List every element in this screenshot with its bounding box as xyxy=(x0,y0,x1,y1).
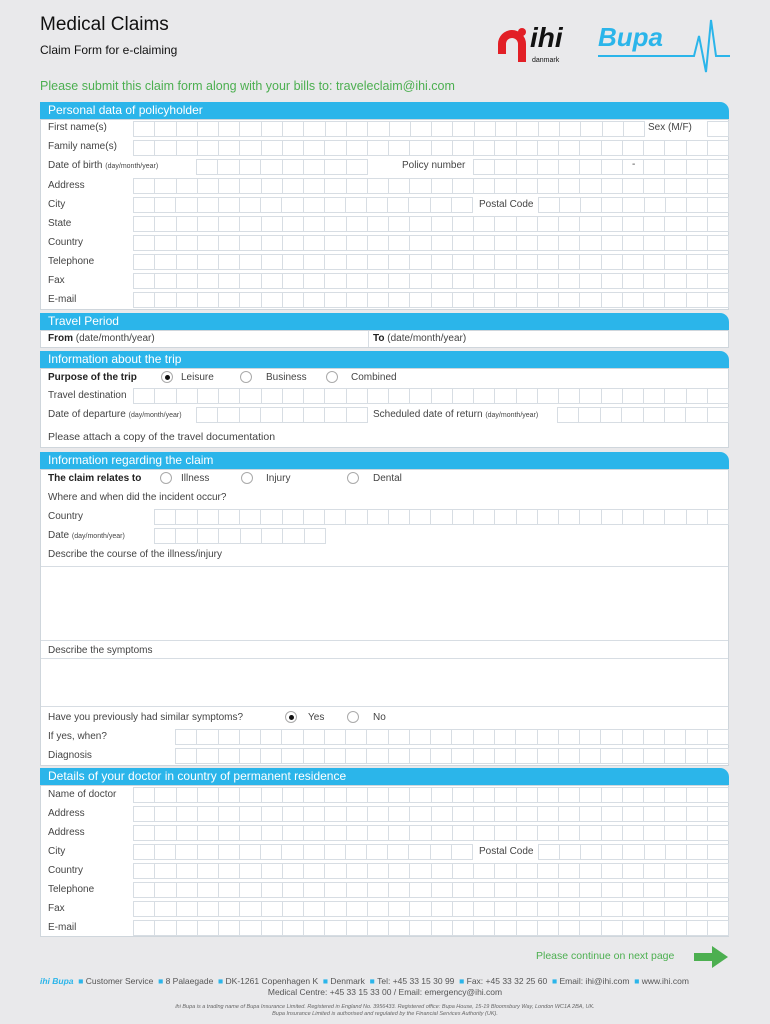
bupa-logo-text: Bupa xyxy=(598,22,663,52)
section-header-policyholder: Personal data of policyholder xyxy=(40,102,729,119)
first-names-label: First name(s) xyxy=(48,122,107,133)
footer-brand: ihi Bupa xyxy=(40,976,74,986)
purpose-combined-label: Combined xyxy=(351,372,397,383)
postal-code-field[interactable] xyxy=(538,197,729,213)
travel-period-divider xyxy=(368,331,369,347)
dob-field[interactable] xyxy=(196,159,368,175)
ihi-logo-mark-icon xyxy=(494,26,530,66)
policy-dash: - xyxy=(632,159,636,170)
continue-note: Please continue on next page xyxy=(536,950,675,962)
course-textarea[interactable] xyxy=(41,567,728,639)
first-names-field[interactable] xyxy=(133,121,645,137)
footer-legal-1: ihi Bupa is a trading name of Bupa Insurance Limited. Registered in England No. 3956433. Registered office: Bupa House, 15-19 Bloomsbury Way, London WC1A 2BA, UK. xyxy=(175,1004,595,1010)
email-label: E-mail xyxy=(48,294,77,305)
return-label: Scheduled date of return (day/month/year) xyxy=(373,409,539,420)
doctor-country-label: Country xyxy=(48,865,84,876)
claim-country-field[interactable] xyxy=(154,509,729,525)
similar-no-label: No xyxy=(373,712,386,723)
diagnosis-field[interactable] xyxy=(175,748,729,764)
section-header-claim: Information regarding the claim xyxy=(40,452,729,469)
country-label: Country xyxy=(48,237,84,248)
similar-label: Have you previously had similar symptoms? xyxy=(48,712,244,723)
country-field[interactable] xyxy=(133,235,729,251)
course-bottom-line xyxy=(41,640,728,641)
fax-field[interactable] xyxy=(133,273,729,289)
doctor-email-label: E-mail xyxy=(48,922,77,933)
dob-label: Date of birth (day/month/year) xyxy=(48,160,159,171)
purpose-leisure-radio[interactable] xyxy=(161,371,173,383)
claim-dental-label: Dental xyxy=(373,473,402,484)
doctor-fax-label: Fax xyxy=(48,903,65,914)
section-header-travel-period: Travel Period xyxy=(40,313,729,330)
doctor-address1-field[interactable] xyxy=(133,806,729,822)
purpose-business-radio[interactable] xyxy=(240,371,252,383)
symptoms-label: Describe the symptoms xyxy=(48,645,153,656)
bupa-logo xyxy=(598,18,730,78)
page-subtitle: Claim Form for e-claiming xyxy=(40,43,178,57)
doctor-address1-label: Address xyxy=(48,808,85,819)
claim-country-label: Country xyxy=(48,511,84,522)
claim-illness-radio[interactable] xyxy=(160,472,172,484)
purpose-business-label: Business xyxy=(266,372,307,383)
departure-field[interactable] xyxy=(196,407,368,423)
doctor-country-field[interactable] xyxy=(133,863,729,879)
ihi-logo-text: ihi xyxy=(530,22,563,53)
doctor-postal-code-field[interactable] xyxy=(538,844,729,860)
symptoms-bottom-line xyxy=(41,706,728,707)
attach-note: Please attach a copy of the travel documentation xyxy=(48,431,276,443)
claim-date-field[interactable] xyxy=(154,528,326,544)
claim-illness-label: Illness xyxy=(181,473,210,484)
arrow-right-icon xyxy=(692,944,730,970)
address-label: Address xyxy=(48,180,85,191)
intro-instruction: Please submit this claim form along with your bills to: traveleclaim@ihi.com xyxy=(40,79,455,93)
doctor-telephone-field[interactable] xyxy=(133,882,729,898)
doctor-city-label: City xyxy=(48,846,66,857)
telephone-label: Telephone xyxy=(48,256,95,267)
postal-code-label: Postal Code xyxy=(479,199,534,210)
from-label: From (date/month/year) xyxy=(48,333,155,344)
doctor-address2-field[interactable] xyxy=(133,825,729,841)
email-field[interactable] xyxy=(133,292,729,308)
sex-field[interactable] xyxy=(707,121,729,137)
where-when-label: Where and when did the incident occur? xyxy=(48,492,227,503)
city-field[interactable] xyxy=(133,197,473,213)
destination-label: Travel destination xyxy=(48,390,127,401)
diagnosis-label: Diagnosis xyxy=(48,750,92,761)
ihi-logo xyxy=(494,24,574,68)
similar-yes-radio[interactable] xyxy=(285,711,297,723)
relates-to-label: The claim relates to xyxy=(48,473,142,484)
destination-field[interactable] xyxy=(133,388,729,404)
doctor-name-field[interactable] xyxy=(133,787,729,803)
doctor-postal-code-label: Postal Code xyxy=(479,846,534,857)
fax-label: Fax xyxy=(48,275,65,286)
footer-medical-centre: Medical Centre: +45 33 15 33 00 / Email: emergency@ihi.com xyxy=(267,987,503,997)
departure-label: Date of departure (day/month/year) xyxy=(48,409,182,420)
course-label: Describe the course of the illness/injury xyxy=(48,549,222,560)
section-header-doctor: Details of your doctor in country of permanent residence xyxy=(40,768,729,785)
similar-yes-label: Yes xyxy=(308,712,325,723)
purpose-combined-radio[interactable] xyxy=(326,371,338,383)
purpose-label: Purpose of the trip xyxy=(48,372,137,383)
state-field[interactable] xyxy=(133,216,729,232)
if-yes-field[interactable] xyxy=(175,729,729,745)
policy-number-field[interactable] xyxy=(473,159,729,175)
page-title: Medical Claims xyxy=(40,14,169,35)
section-header-trip: Information about the trip xyxy=(40,351,729,368)
sex-label: Sex (M/F) xyxy=(648,122,692,133)
purpose-leisure-label: Leisure xyxy=(181,372,214,383)
policy-number-label: Policy number xyxy=(402,160,466,171)
doctor-name-label: Name of doctor xyxy=(48,789,117,800)
doctor-fax-field[interactable] xyxy=(133,901,729,917)
symptoms-textarea[interactable] xyxy=(41,659,728,705)
claim-date-label: Date (day/month/year) xyxy=(48,530,125,541)
doctor-city-field[interactable] xyxy=(133,844,473,860)
ihi-logo-subtext: danmark xyxy=(532,57,560,64)
state-label: State xyxy=(48,218,72,229)
footer-legal-2: Bupa Insurance Limited is authorised and regulated by the Financial Services Authority (UK). xyxy=(272,1011,498,1017)
doctor-address2-label: Address xyxy=(48,827,85,838)
to-label: To (date/month/year) xyxy=(373,333,467,344)
footer-contact-line: ihi Bupa ■ Customer Service ■ 8 Palaegade ■ DK-1261 Copenhagen K ■ Denmark ■ Tel: +45 33 15 30 99 ■ Fax: +45 33 32 25 60 ■ Email: ihi@ihi.com ■ www.ihi.com xyxy=(40,976,689,986)
doctor-telephone-label: Telephone xyxy=(48,884,95,895)
family-names-label: Family name(s) xyxy=(48,141,117,152)
claim-injury-radio[interactable] xyxy=(241,472,253,484)
heartbeat-line-icon xyxy=(598,18,730,78)
family-names-field[interactable] xyxy=(133,140,729,156)
doctor-email-field[interactable] xyxy=(133,920,729,936)
return-field[interactable] xyxy=(557,407,729,423)
claim-injury-label: Injury xyxy=(266,473,291,484)
city-label: City xyxy=(48,199,66,210)
telephone-field[interactable] xyxy=(133,254,729,270)
claim-dental-radio[interactable] xyxy=(347,472,359,484)
similar-no-radio[interactable] xyxy=(347,711,359,723)
address-field[interactable] xyxy=(133,178,729,194)
if-yes-label: If yes, when? xyxy=(48,731,107,742)
